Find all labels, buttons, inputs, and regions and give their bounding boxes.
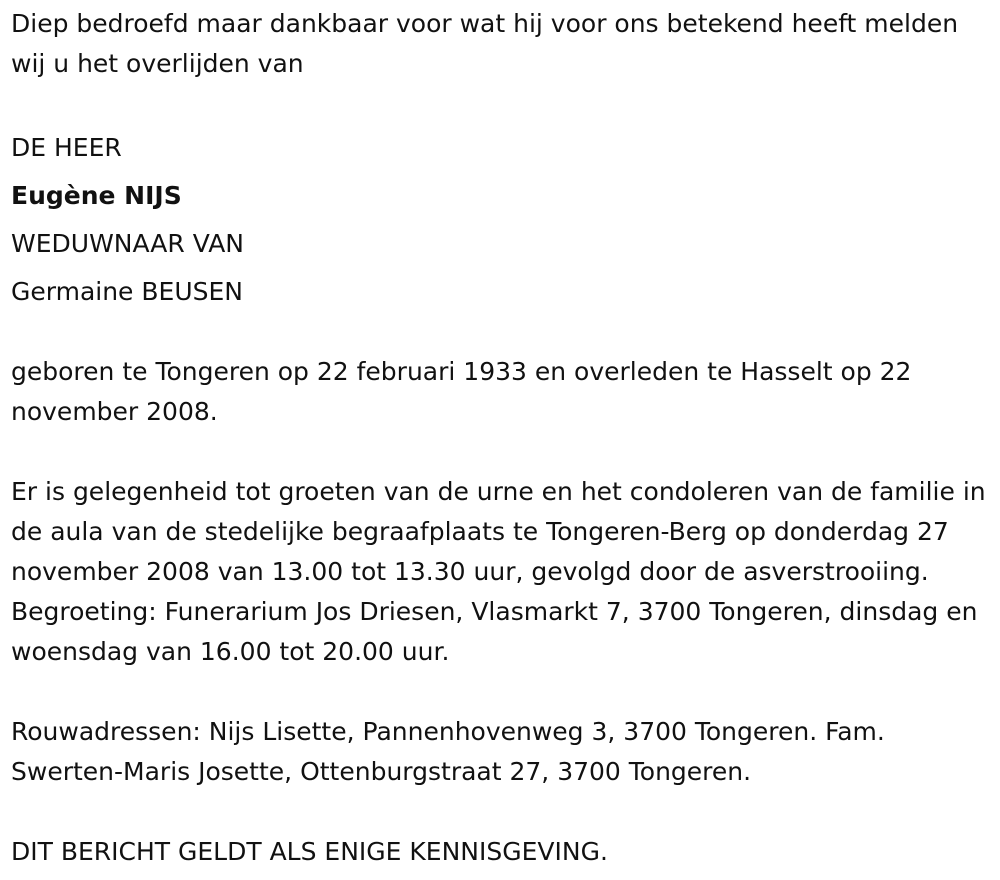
- addresses-text: Rouwadressen: Nijs Lisette, Pannenhovenweg 3, 3700 Tongeren. Fam. Swerten-Maris Josette, Ottenburgstraat 27, 3700 Tongeren.: [11, 717, 885, 786]
- closing-text: DIT BERICHT GELDT ALS ENIGE KENNISGEVING.: [11, 837, 608, 866]
- birth-death-text: geboren te Tongeren op 22 februari 1933 en overleden te Hasselt op 22 november 2008.: [11, 357, 912, 426]
- spouse-name: Germaine BEUSEN: [11, 277, 243, 306]
- relation-text: WEDUWNAAR VAN: [11, 229, 245, 258]
- deceased-name: Eugène NIJS: [11, 181, 182, 210]
- spacer: [11, 84, 986, 124]
- ceremony-text: Er is gelegenheid tot groeten van de urne en het condoleren van de familie in de aula van de stedelijke begraafplaats te Tongeren-Berg op donderdag 27 november 2008 van 13.00 tot 13.30 uur, gevolgd door de asverstrooiing. Begroeting: Funerarium Jos Driesen, Vlasmarkt 7, 3700 Tongeren, dinsdag en woensdag van 16.00 tot 20.00 uur.: [11, 477, 986, 666]
- spacer: [11, 792, 986, 832]
- title-text: DE HEER: [11, 133, 122, 162]
- spacer: [11, 312, 986, 352]
- deceased-block: [11, 124, 986, 316]
- spacer: [11, 432, 986, 472]
- intro-text: Diep bedroefd maar dankbaar voor wat hij voor ons betekend heeft melden wij u het overlijden van: [11, 9, 959, 78]
- spacer: [11, 672, 986, 712]
- obituary-notice: [11, 4, 986, 872]
